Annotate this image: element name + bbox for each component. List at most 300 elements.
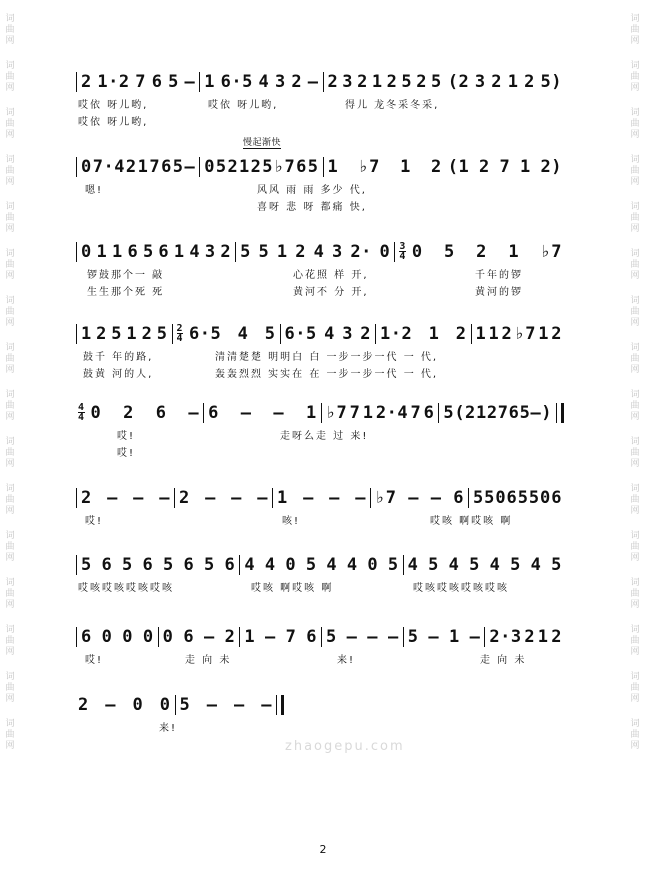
barline bbox=[484, 627, 485, 647]
edge-mark: 词 曲 网 bbox=[630, 202, 640, 234]
note: – bbox=[133, 488, 144, 508]
page-number: 2 bbox=[319, 843, 327, 856]
time-signature: 3 4 bbox=[399, 241, 406, 262]
note: 1 bbox=[371, 72, 383, 92]
lyric-line bbox=[75, 427, 565, 440]
lyric-segment: 哎咳 啊哎咳 啊 bbox=[430, 516, 513, 527]
barline bbox=[403, 627, 404, 647]
note: 7 bbox=[285, 627, 297, 647]
note: 2) bbox=[540, 157, 562, 177]
lyric-segment: 哎咳哎咳哎咳哎咳 bbox=[78, 583, 174, 594]
note: 2 bbox=[431, 157, 442, 177]
notation-row bbox=[75, 236, 565, 262]
barline bbox=[471, 324, 472, 344]
edge-mark: 词 曲 网 bbox=[5, 390, 15, 422]
note: 4 bbox=[237, 324, 249, 344]
note: 1 bbox=[448, 627, 460, 647]
note: – bbox=[203, 627, 215, 647]
barline bbox=[172, 324, 173, 344]
note: 2 bbox=[123, 403, 134, 423]
note: 0 bbox=[122, 627, 134, 647]
edge-mark: 词 曲 网 bbox=[630, 108, 640, 140]
lyric-segment: 鼓黄 河的人, bbox=[83, 369, 154, 380]
edge-mark: 词 曲 网 bbox=[5, 484, 15, 516]
note: – bbox=[428, 627, 440, 647]
measure bbox=[186, 324, 279, 344]
lyric-segment: 走 向 未 bbox=[185, 655, 232, 666]
note: 5 bbox=[469, 555, 480, 575]
lyric-segment: 咳! bbox=[282, 516, 301, 527]
note: 1·2 bbox=[97, 72, 130, 92]
note: – bbox=[234, 695, 245, 715]
barline bbox=[323, 157, 324, 177]
note: 5 bbox=[407, 627, 419, 647]
edge-mark: 词 曲 网 bbox=[630, 61, 640, 93]
note: 1 bbox=[428, 324, 440, 344]
note: 1 bbox=[96, 242, 108, 262]
note: 2 bbox=[295, 242, 307, 262]
note: 7 bbox=[135, 72, 147, 92]
note: 2 bbox=[291, 72, 303, 92]
edge-mark: 词 曲 网 bbox=[5, 155, 15, 187]
note: 5 bbox=[179, 695, 191, 715]
measure bbox=[405, 627, 484, 647]
time-signature: 2 4 bbox=[176, 323, 184, 344]
notation-row bbox=[75, 549, 565, 575]
lyric-segment: 哎依 呀儿哟, bbox=[208, 100, 279, 111]
measure bbox=[201, 157, 321, 177]
note: 0 bbox=[81, 157, 92, 177]
note: 1 bbox=[306, 403, 317, 423]
barline bbox=[76, 555, 77, 575]
note: 5 bbox=[215, 157, 227, 177]
note: 5 bbox=[264, 324, 276, 344]
lyric-line bbox=[75, 719, 285, 732]
barline bbox=[321, 403, 322, 423]
lyric-segment: 锣鼓那个一 敲 bbox=[87, 270, 165, 281]
note: 0 bbox=[495, 488, 507, 508]
note: 2 bbox=[250, 157, 262, 177]
note: 3 bbox=[342, 324, 353, 344]
note: 3 bbox=[342, 72, 354, 92]
edge-mark: 词 曲 网 bbox=[630, 625, 640, 657]
note: 5 bbox=[168, 72, 179, 92]
note: – bbox=[184, 72, 196, 92]
lyric-line bbox=[75, 96, 565, 109]
note: 6 bbox=[142, 555, 154, 575]
note: 2 bbox=[416, 72, 427, 92]
barline bbox=[175, 695, 176, 715]
lyric-segment: 生生那个死 死 bbox=[87, 287, 165, 298]
barline bbox=[158, 627, 159, 647]
note: 6·5 bbox=[189, 324, 222, 344]
measure bbox=[78, 242, 234, 262]
barline bbox=[76, 488, 77, 508]
note: ♭7 bbox=[325, 403, 348, 423]
note: 3 bbox=[204, 242, 216, 262]
lyric-segment: 风风 雨 雨 多少 代, bbox=[257, 185, 367, 196]
note: 7·4 bbox=[92, 157, 125, 177]
lyric-line bbox=[75, 444, 565, 457]
measure bbox=[282, 324, 375, 344]
score-system bbox=[75, 236, 565, 296]
notation-row bbox=[75, 621, 565, 647]
note: 5 bbox=[519, 403, 531, 423]
note: 1 bbox=[327, 157, 339, 177]
lyric-segment: 来! bbox=[159, 723, 178, 734]
note: 2 bbox=[357, 72, 368, 92]
measure bbox=[470, 488, 565, 508]
lyric-segment: 轰轰烈烈 实实在 在 一步一步一代 一 代, bbox=[215, 369, 439, 380]
lyric-line bbox=[75, 113, 565, 126]
note: – bbox=[206, 695, 218, 715]
lyric-segment: 黄河不 分 开, bbox=[293, 287, 369, 298]
lyric-line bbox=[75, 181, 565, 194]
note: 7 bbox=[499, 157, 511, 177]
note: 5 bbox=[305, 555, 317, 575]
note: 5 bbox=[430, 72, 442, 92]
note: 2 bbox=[224, 627, 236, 647]
barline bbox=[239, 627, 240, 647]
note: 5 bbox=[428, 555, 439, 575]
note: – bbox=[188, 403, 200, 423]
measure bbox=[237, 242, 393, 262]
measure bbox=[445, 157, 565, 177]
note: – bbox=[240, 403, 252, 423]
note: ♭7 bbox=[514, 324, 537, 344]
note: – bbox=[261, 695, 272, 715]
score-system bbox=[75, 482, 565, 525]
lyric-segment: 哎! bbox=[117, 431, 136, 442]
note: 4 bbox=[489, 555, 501, 575]
lyric-line bbox=[75, 266, 565, 279]
score-system bbox=[75, 549, 565, 592]
lyric-line bbox=[75, 365, 565, 378]
right-edge-watermark bbox=[625, 0, 645, 891]
edge-mark: 词 曲 网 bbox=[5, 437, 15, 469]
note: 0 bbox=[142, 627, 154, 647]
tempo-marking: 慢起渐快 bbox=[243, 135, 281, 149]
lyric-line bbox=[75, 198, 565, 211]
edge-mark: 词 曲 网 bbox=[630, 484, 640, 516]
note: 1 bbox=[244, 627, 256, 647]
note: – bbox=[408, 488, 419, 508]
barline bbox=[375, 324, 376, 344]
barline bbox=[199, 157, 200, 177]
note: 1·2 bbox=[380, 324, 413, 344]
note: – bbox=[231, 488, 242, 508]
note: 6 bbox=[224, 555, 236, 575]
note: 0 bbox=[159, 695, 171, 715]
note: 6 bbox=[506, 488, 518, 508]
note: 0 bbox=[132, 695, 144, 715]
note: 4 bbox=[244, 555, 256, 575]
note: 2 bbox=[486, 403, 498, 423]
lyric-segment: 哎! bbox=[117, 448, 136, 459]
measure bbox=[486, 627, 565, 647]
note: 5 bbox=[81, 555, 92, 575]
barline bbox=[272, 488, 273, 508]
note: – bbox=[346, 627, 358, 647]
edge-mark: 词 曲 网 bbox=[630, 296, 640, 328]
note: 6 bbox=[423, 403, 435, 423]
note: 7 bbox=[149, 157, 161, 177]
note: 7 bbox=[497, 403, 509, 423]
edge-mark: 词 曲 网 bbox=[630, 719, 640, 751]
note: 4 bbox=[346, 555, 358, 575]
note: ♭7 bbox=[358, 157, 380, 177]
note: 2·3 bbox=[489, 627, 522, 647]
note: 6 bbox=[183, 627, 195, 647]
note: 1 bbox=[81, 324, 92, 344]
note: 5 bbox=[551, 555, 562, 575]
measure bbox=[409, 242, 565, 262]
note: 2 bbox=[141, 324, 153, 344]
barline bbox=[370, 488, 371, 508]
note: 2 bbox=[478, 157, 490, 177]
notation-row bbox=[75, 482, 565, 508]
note: 4 bbox=[258, 72, 270, 92]
barline bbox=[235, 242, 236, 262]
barline bbox=[403, 555, 404, 575]
note: – bbox=[355, 488, 366, 508]
note: 4 bbox=[324, 324, 335, 344]
note: 5 bbox=[142, 242, 154, 262]
lyric-segment: 走 向 未 bbox=[480, 655, 527, 666]
edge-mark: 词 曲 网 bbox=[5, 61, 15, 93]
edge-mark: 词 曲 网 bbox=[630, 249, 640, 281]
note: 1 bbox=[475, 403, 487, 423]
note: 1 bbox=[111, 242, 123, 262]
lyric-segment: 心花照 样 开, bbox=[293, 270, 369, 281]
note: 2 bbox=[386, 72, 398, 92]
note: (1 bbox=[447, 157, 470, 177]
note: – bbox=[430, 488, 442, 508]
note: 5 bbox=[528, 488, 540, 508]
edge-mark: 词 曲 网 bbox=[630, 531, 640, 563]
note: 6 bbox=[551, 488, 562, 508]
lyric-segment: 鼓千 年的路, bbox=[83, 352, 154, 363]
note: 1 bbox=[276, 242, 288, 262]
note: 7 bbox=[410, 403, 422, 423]
note: 4 bbox=[326, 555, 338, 575]
lyric-segment: 哎咳 啊哎咳 啊 bbox=[251, 583, 334, 594]
measure bbox=[176, 488, 271, 508]
note: 1 bbox=[137, 157, 149, 177]
edge-mark: 词 曲 网 bbox=[630, 14, 640, 46]
lyric-segment: 来! bbox=[337, 655, 356, 666]
note: 5 bbox=[262, 157, 273, 177]
note: 0 bbox=[379, 242, 391, 262]
score-system bbox=[75, 138, 565, 213]
barline bbox=[239, 555, 240, 575]
measure bbox=[241, 627, 320, 647]
lyric-line bbox=[75, 579, 565, 592]
lyric-line bbox=[75, 348, 565, 361]
edge-mark: 词 曲 网 bbox=[5, 202, 15, 234]
note: 2 bbox=[227, 157, 239, 177]
note: 4 bbox=[448, 555, 460, 575]
measure bbox=[440, 403, 555, 423]
note: 2 bbox=[476, 242, 487, 262]
note: 1 bbox=[239, 157, 250, 177]
note: – bbox=[205, 488, 216, 508]
edge-mark: 词 曲 网 bbox=[5, 625, 15, 657]
note: (2 bbox=[454, 403, 476, 423]
note: 2 bbox=[78, 695, 89, 715]
edge-mark: 词 曲 网 bbox=[5, 343, 15, 375]
note: 6 bbox=[208, 403, 219, 423]
lyric-segment: 黄河的锣 bbox=[475, 287, 523, 298]
barline bbox=[76, 242, 77, 262]
note: 6 bbox=[453, 488, 464, 508]
note: 6·5 bbox=[284, 324, 317, 344]
note: 5 bbox=[510, 555, 521, 575]
lyric-segment: 走呀么走 过 来! bbox=[280, 431, 369, 442]
note: 2 bbox=[551, 324, 563, 344]
edge-mark: 词 曲 网 bbox=[5, 672, 15, 704]
note: – bbox=[257, 488, 268, 508]
note: 0 bbox=[367, 555, 379, 575]
note: 2 bbox=[524, 627, 536, 647]
note: – bbox=[307, 72, 319, 92]
barline bbox=[76, 72, 77, 92]
note: – bbox=[105, 695, 116, 715]
note: 2 bbox=[81, 72, 92, 92]
note: 4 bbox=[264, 555, 276, 575]
lyric-segment: 千年的锣 bbox=[475, 270, 523, 281]
lyric-segment: 嗯! bbox=[85, 185, 104, 196]
note: 0 bbox=[81, 242, 92, 262]
note: 5 bbox=[473, 488, 484, 508]
lyric-line bbox=[75, 283, 565, 296]
note: 6 bbox=[81, 627, 92, 647]
edge-mark: 词 曲 网 bbox=[5, 719, 15, 751]
note: – bbox=[184, 157, 196, 177]
note: –) bbox=[530, 403, 552, 423]
measure bbox=[473, 324, 566, 344]
lyric-segment: 哎咳哎咳哎咳哎咳 bbox=[413, 583, 509, 594]
note: 6 bbox=[161, 157, 172, 177]
note: 1 bbox=[126, 324, 138, 344]
note: ♭7 bbox=[375, 488, 397, 508]
measure bbox=[78, 488, 173, 508]
notation-row bbox=[75, 689, 285, 715]
note: 2 bbox=[524, 72, 535, 92]
note: 5 bbox=[444, 242, 455, 262]
measure bbox=[372, 488, 467, 508]
note: 1 bbox=[519, 157, 531, 177]
measure bbox=[274, 488, 369, 508]
notation-row bbox=[75, 318, 565, 344]
note: 0 bbox=[90, 403, 102, 423]
note: 1 bbox=[204, 72, 215, 92]
lyric-segment: 清清楚楚 明明白 白 一步一步一代 一 代, bbox=[215, 352, 439, 363]
measure bbox=[177, 695, 276, 715]
note: – bbox=[387, 627, 399, 647]
note: 5 bbox=[401, 72, 413, 92]
note: 4 bbox=[530, 555, 542, 575]
final-barline bbox=[556, 403, 564, 423]
note: 3 bbox=[332, 242, 343, 262]
note: 2 bbox=[179, 488, 190, 508]
note: 6 bbox=[508, 403, 520, 423]
note: 6 bbox=[155, 403, 167, 423]
edge-mark: 词 曲 网 bbox=[5, 14, 15, 46]
lyric-line bbox=[75, 651, 565, 664]
barline bbox=[76, 324, 77, 344]
note: 2 bbox=[96, 324, 107, 344]
note: 1 bbox=[508, 242, 520, 262]
note: 0 bbox=[540, 488, 551, 508]
measure bbox=[88, 403, 203, 423]
note: 5 bbox=[240, 242, 251, 262]
edge-mark: 词 曲 网 bbox=[5, 531, 15, 563]
edge-mark: 词 曲 网 bbox=[630, 155, 640, 187]
note: ♭7 bbox=[540, 242, 562, 262]
lyric-segment: 哎依 呀儿哟, bbox=[78, 100, 149, 111]
score-system bbox=[75, 689, 285, 732]
note: 5 bbox=[517, 488, 529, 508]
measure bbox=[325, 72, 445, 92]
lyric-line bbox=[75, 512, 565, 525]
note: 0 bbox=[285, 555, 297, 575]
measure bbox=[78, 72, 198, 92]
barline bbox=[394, 242, 395, 262]
note: 5 bbox=[122, 555, 133, 575]
barline bbox=[323, 72, 324, 92]
note: 4 bbox=[189, 242, 201, 262]
final-barline bbox=[276, 695, 284, 715]
note: 2· bbox=[350, 242, 372, 262]
note: – bbox=[303, 488, 314, 508]
note: 5 bbox=[307, 157, 319, 177]
time-signature: 4 4 bbox=[78, 402, 85, 423]
note: – bbox=[107, 488, 118, 508]
note: 0 bbox=[204, 157, 215, 177]
measure bbox=[201, 72, 321, 92]
note: 1 bbox=[475, 324, 487, 344]
measure bbox=[160, 627, 239, 647]
note: 1 bbox=[362, 403, 374, 423]
note: 1 bbox=[507, 72, 519, 92]
measure bbox=[405, 555, 565, 575]
edge-mark: 词 曲 网 bbox=[630, 390, 640, 422]
measure bbox=[78, 157, 198, 177]
measure bbox=[78, 324, 171, 344]
note: 2 bbox=[551, 627, 563, 647]
measure bbox=[205, 403, 320, 423]
note: 6 bbox=[151, 72, 163, 92]
measure bbox=[445, 72, 565, 92]
note: 6 bbox=[158, 242, 170, 262]
barline bbox=[438, 403, 439, 423]
note: 5 bbox=[387, 555, 399, 575]
note: 7 bbox=[349, 403, 361, 423]
notation-row bbox=[75, 66, 565, 92]
lyric-segment: 得儿 龙冬采冬采, bbox=[345, 100, 440, 111]
note: – bbox=[273, 403, 285, 423]
note: 2 bbox=[125, 157, 137, 177]
note: 1 bbox=[400, 157, 411, 177]
note: 1 bbox=[538, 324, 550, 344]
note: 6 bbox=[127, 242, 139, 262]
edge-mark: 词 曲 网 bbox=[5, 249, 15, 281]
edge-mark: 词 曲 网 bbox=[630, 343, 640, 375]
edge-mark: 词 曲 网 bbox=[5, 296, 15, 328]
note: 1 bbox=[277, 488, 288, 508]
note: 5 bbox=[258, 242, 270, 262]
